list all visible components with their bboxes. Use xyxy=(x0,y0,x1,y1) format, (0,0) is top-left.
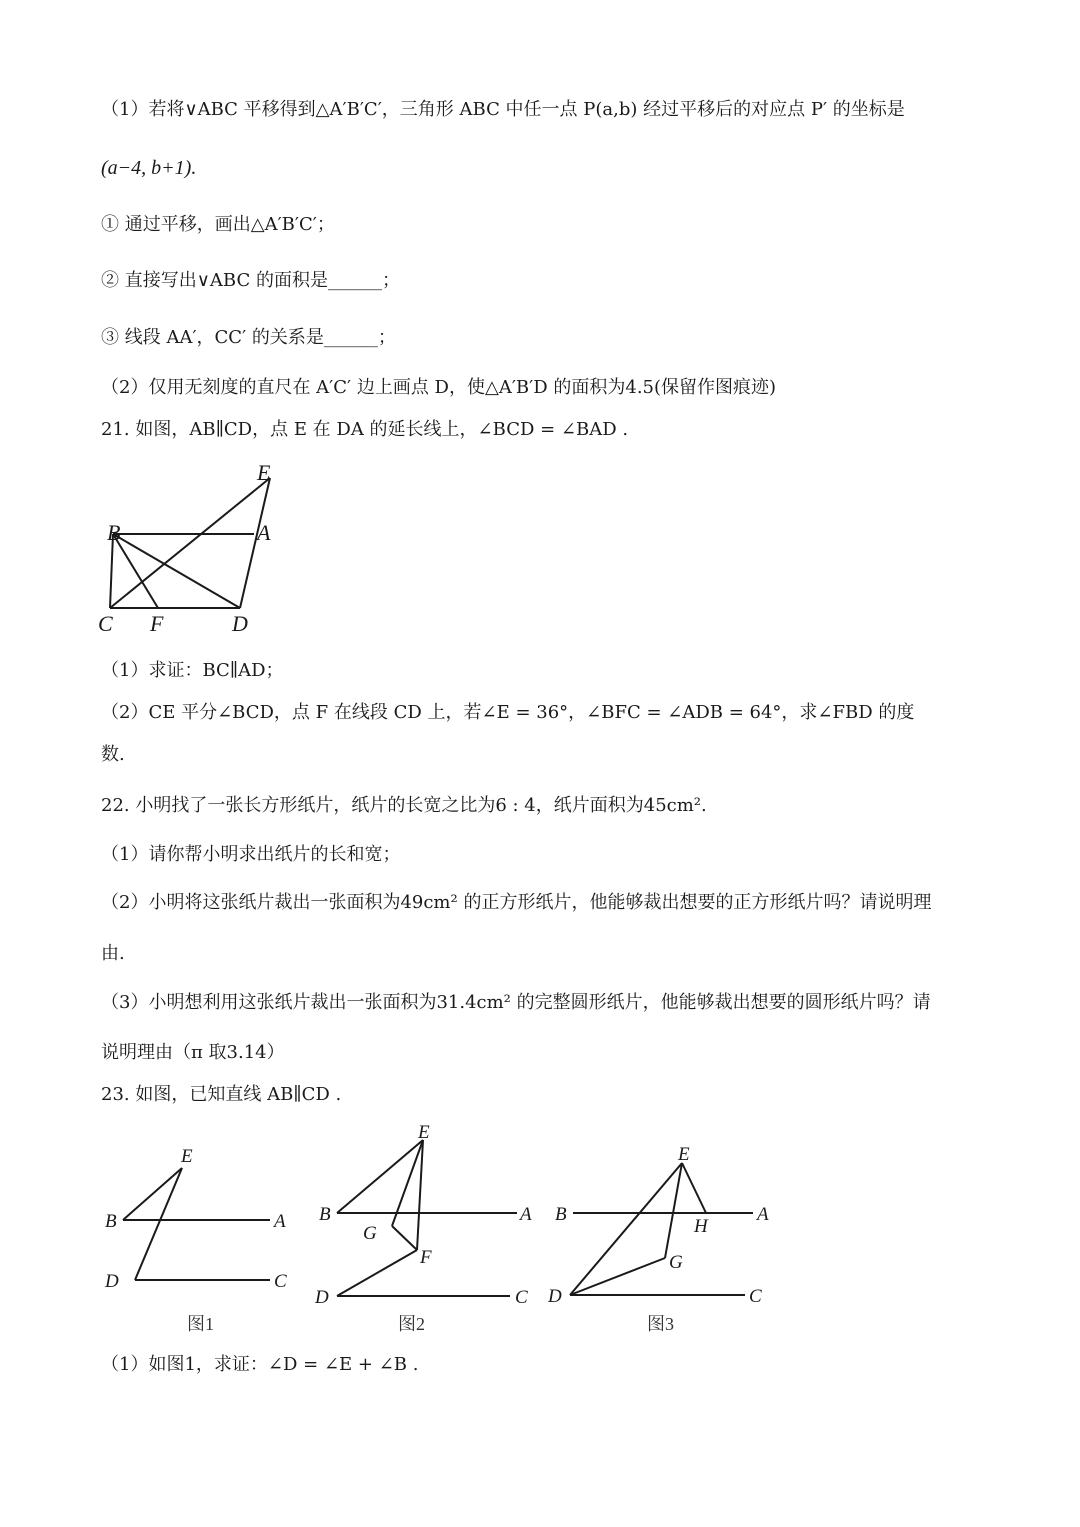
label-a: A xyxy=(757,1204,769,1225)
q23-figure-3 xyxy=(545,1140,785,1340)
q22-part3-line1: （3）小明想利用这张纸片裁出一张面积为31.4cm² 的完整圆形纸片，他能够裁出想要的圆形纸片吗？请 xyxy=(101,992,931,1013)
label-c: C xyxy=(749,1286,762,1307)
label-d: D xyxy=(315,1287,329,1308)
label-d: D xyxy=(232,611,248,636)
q22-part1: （1）请你帮小明求出纸片的长和宽； xyxy=(101,844,401,865)
caption-fig2: 图2 xyxy=(398,1314,425,1334)
label-a: A xyxy=(520,1204,532,1225)
label-c: C xyxy=(274,1271,287,1292)
q21-part2-line2: 数. xyxy=(101,744,125,765)
q21-figure xyxy=(95,458,295,638)
q22-stem: 22. 小明找了一张长方形纸片，纸片的长宽之比为6 : 4，纸片面积为45cm². xyxy=(101,795,707,816)
q21-part1: （1）求证：BC∥AD； xyxy=(101,660,284,681)
caption-fig1: 图1 xyxy=(187,1314,214,1334)
q22-part3-line2: 说明理由（π 取3.14） xyxy=(101,1042,285,1063)
label-c: C xyxy=(515,1287,528,1308)
q20-step3: ③ 线段 AA′，CC′ 的关系是______； xyxy=(101,327,396,348)
label-b: B xyxy=(107,520,121,545)
label-f: F xyxy=(150,611,164,636)
q23-figure-1 xyxy=(95,1140,305,1340)
q20-step1: ① 通过平移，画出△A′B′C′； xyxy=(101,214,335,235)
q20-part2: （2）仅用无刻度的直尺在 A′C′ 边上画点 D，使△A′B′D 的面积为4.5(保留作图痕迹) xyxy=(101,377,777,398)
label-e: E xyxy=(257,460,271,485)
label-b: B xyxy=(319,1204,331,1225)
label-c: C xyxy=(98,611,113,636)
q21-stem: 21. 如图，AB∥CD，点 E 在 DA 的延长线上，∠BCD = ∠BAD . xyxy=(101,419,629,440)
label-b: B xyxy=(105,1211,117,1232)
label-d: D xyxy=(548,1286,562,1307)
q22-part2-line1: （2）小明将这张纸片裁出一张面积为49cm² 的正方形纸片，他能够裁出想要的正方形纸片吗？请说明理 xyxy=(101,892,932,913)
label-b: B xyxy=(555,1204,567,1225)
q20-part1-line1: （1）若将∨ABC 平移得到△A′B′C′，三角形 ABC 中任一点 P(a,b) 经过平移后的对应点 P′ 的坐标是 xyxy=(101,99,905,120)
q23-figure-2 xyxy=(310,1120,550,1340)
caption-fig3: 图3 xyxy=(647,1314,674,1334)
label-h: H xyxy=(694,1216,708,1237)
label-e: E xyxy=(181,1146,193,1167)
q23-stem: 23. 如图，已知直线 AB∥CD . xyxy=(101,1084,342,1105)
label-g: G xyxy=(363,1223,377,1244)
label-e: E xyxy=(418,1122,430,1143)
label-g: G xyxy=(669,1252,683,1273)
q21-part2-line1: （2）CE 平分∠BCD，点 F 在线段 CD 上，若∠E = 36°，∠BFC = ∠ADB = 64°，求∠FBD 的度 xyxy=(101,702,915,723)
label-a: A xyxy=(257,520,271,545)
label-a: A xyxy=(274,1211,286,1232)
label-e: E xyxy=(678,1144,690,1165)
q20-part1-line2: (a−4, b+1). xyxy=(101,157,197,179)
label-f: F xyxy=(420,1247,432,1268)
q20-step2: ② 直接写出∨ABC 的面积是______； xyxy=(101,270,400,291)
q22-part2-line2: 由. xyxy=(101,943,125,964)
label-d: D xyxy=(105,1271,119,1292)
q23-part1: （1）如图1，求证：∠D = ∠E + ∠B . xyxy=(101,1354,419,1375)
